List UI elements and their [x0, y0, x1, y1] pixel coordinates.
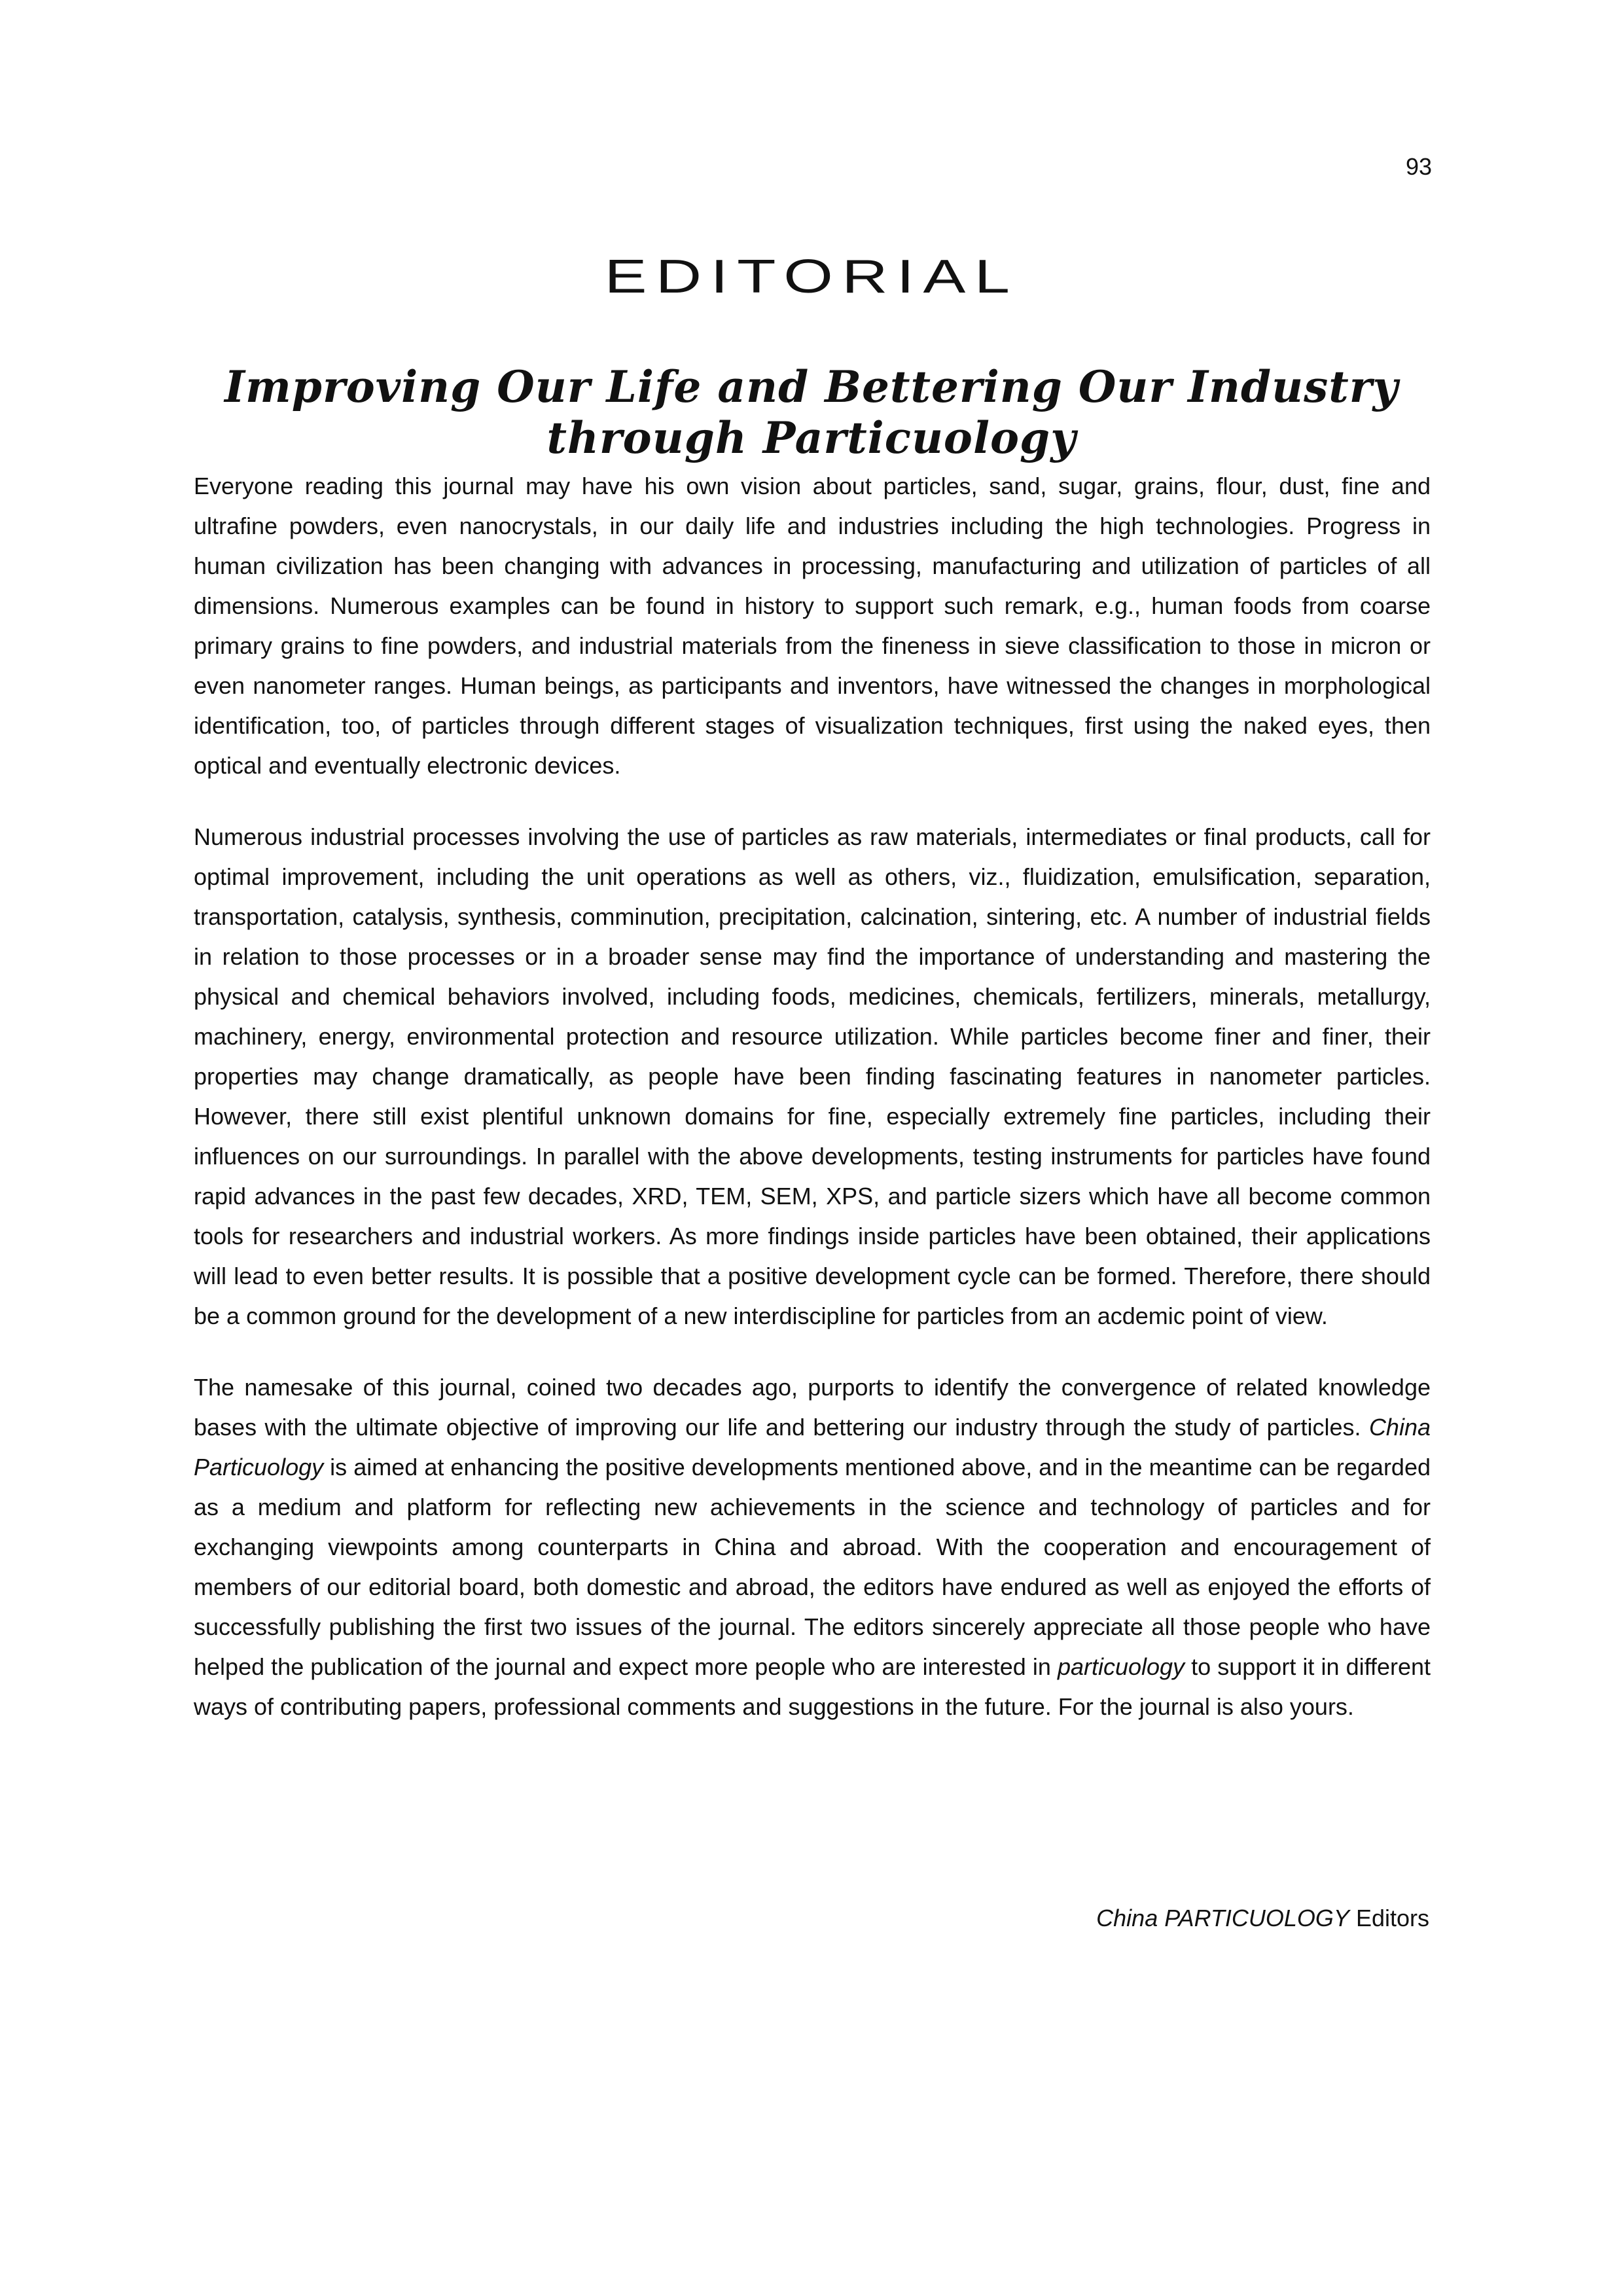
- page-number: 93: [1405, 153, 1432, 180]
- paragraph-1: Everyone reading this journal may have his own vision about particles, sand, sugar, grains, flour, dust, fine and ultrafine powders, even nanocrystals, in our daily life and industries including the high technologies. Progress in human civilization has been changing with advances in processing, manufacturing and utilization of particles of all dimensions. Numerous examples can be found in history to support such remark, e.g., human foods from coarse primary grains to fine powders, and industrial materials from the fineness in sieve classification to those in micron or even nanometer ranges. Human beings, as participants and inventors, have witnessed the changes in morphological identification, too, of particles through different stages of visualization techniques, first using the naked eyes, then optical and eventually electronic devices.: [194, 473, 1431, 779]
- editorial-body: [194, 466, 1431, 1758]
- paragraph-3-text-b: is aimed at enhancing the positive developments mentioned above, and in the meantime can be regarded as a medium and platform for reflecting new achievements in the science and technology of particles and for exchanging viewpoints among counterparts in China and abroad. With the cooperation and encouragement of members of our editorial board, both domestic and abroad, the editors have endured as well as enjoyed the efforts of successfully publishing the first two issues of the journal. The editors sincerely appreciate all those people who have helped the publication of the journal and expect more people who are interested in: [194, 1454, 1431, 1680]
- signature-journal: China PARTICUOLOGY: [1096, 1905, 1349, 1931]
- editorial-subtitle: Improving Our Life and Bettering Our Industry through Particuology: [224, 361, 1399, 463]
- paragraph-3-text-c: to support it in different ways of contributing papers, professional comments and suggestions in the future. For the journal is also yours.: [194, 1653, 1431, 1720]
- paragraph-3-text-a: The namesake of this journal, coined two decades ago, purports to identify the convergence of related knowledge bases with the ultimate objective of improving our life and bettering our industry through the study of particles.: [194, 1374, 1431, 1441]
- paragraph-3: [194, 1367, 1431, 1727]
- signature: [1096, 1905, 1429, 1932]
- particuology-term: particuology: [1057, 1653, 1185, 1680]
- journal-name: China Particuology: [194, 1414, 1431, 1480]
- page-title: EDITORIAL: [604, 251, 1019, 303]
- paragraph-2: Numerous industrial processes involving the use of particles as raw materials, intermediates or final products, call for optimal improvement, including the unit operations as well as others, viz., fluidization, emulsification, separation, transportation, catalysis, synthesis, comminution, precipitation, calcination, sintering, etc. A number of industrial fields in relation to those processes or in a broader sense may find the importance of understanding and mastering the physical and chemical behaviors involved, including foods, medicines, chemicals, fertilizers, minerals, metallurgy, machinery, energy, environmental protection and resource utilization. While particles become finer and finer, their properties may change dramatically, as people have been finding fascinating features in nanometer particles. However, there still exist plentiful unknown domains for fine, especially extremely fine particles, including their influences on our surroundings. In parallel with the above developments, testing instruments for particles have found rapid advances in the past few decades, XRD, TEM, SEM, XPS, and particle sizers which have all become common tools for researchers and industrial workers. As more findings inside particles have been obtained, their applications will lead to even better results. It is possible that a positive development cycle can be formed. Therefore, there should be a common ground for the development of a new interdiscipline for particles from an acdemic point of view.: [194, 823, 1431, 1329]
- signature-role: Editors: [1349, 1905, 1429, 1931]
